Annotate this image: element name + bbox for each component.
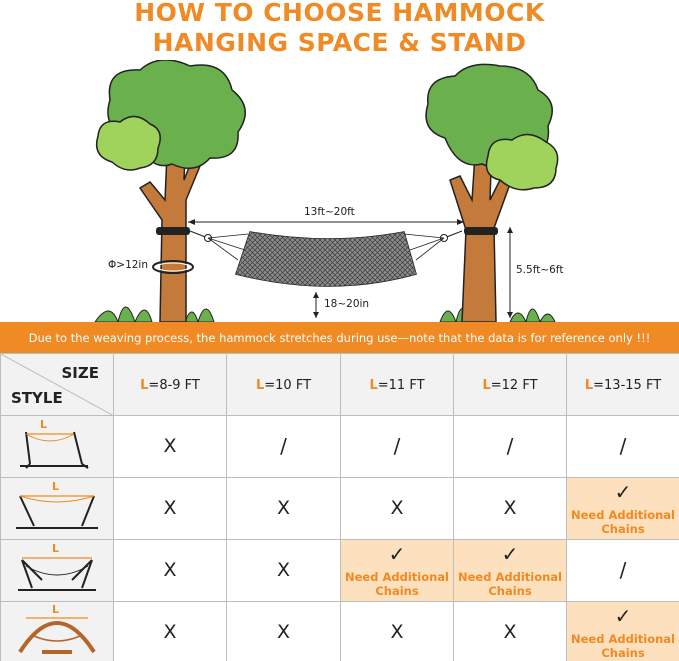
table-cell bbox=[227, 478, 341, 540]
mark: / bbox=[619, 433, 627, 458]
style-heading: STYLE bbox=[11, 389, 63, 407]
table-cell bbox=[114, 540, 227, 602]
size-style-corner bbox=[1, 354, 114, 416]
table-cell bbox=[454, 540, 567, 602]
height-dimension bbox=[507, 227, 513, 318]
stand-length-mark: L bbox=[52, 603, 60, 616]
table-cell bbox=[227, 540, 341, 602]
column-header bbox=[227, 354, 341, 416]
mark: X bbox=[503, 496, 517, 519]
table-cell bbox=[341, 540, 454, 602]
hang-height-label: 5.5ft~6ft bbox=[516, 264, 564, 276]
tree-diameter-label: Φ>12in bbox=[108, 259, 148, 271]
ground-clearance-label: 18~20in bbox=[324, 298, 370, 310]
right-tree bbox=[426, 64, 558, 322]
wooden-arc-stand-icon bbox=[12, 602, 102, 658]
long-steel-stand-icon bbox=[12, 478, 102, 534]
table-cell bbox=[567, 602, 679, 661]
stretch-notice-banner: Due to the weaving process, the hammock stretches during use—note that the data is for reference only !!! bbox=[0, 322, 679, 353]
table-cell bbox=[567, 540, 679, 602]
mark: X bbox=[390, 496, 404, 519]
length-prefix: L bbox=[482, 377, 491, 393]
check-icon: ✓ bbox=[614, 479, 632, 504]
column-header bbox=[454, 354, 567, 416]
additional-chains-note: Need Additional Chains bbox=[571, 507, 675, 536]
table-row bbox=[1, 478, 679, 540]
column-header-label: =8-9 FT bbox=[148, 377, 200, 393]
mark: X bbox=[276, 558, 291, 581]
check-icon: ✓ bbox=[501, 541, 519, 566]
clearance-dimension bbox=[313, 292, 319, 318]
column-header-label: =11 FT bbox=[377, 377, 425, 393]
title-line-2: HANGING SPACE & STAND bbox=[152, 28, 527, 57]
stand-length-mark: L bbox=[52, 542, 60, 555]
mark: X bbox=[276, 496, 291, 519]
table-row bbox=[1, 540, 679, 602]
table-header-row bbox=[1, 354, 679, 416]
column-header-label: =13-15 FT bbox=[593, 377, 662, 393]
column-header bbox=[114, 354, 227, 416]
table-cell bbox=[227, 416, 341, 478]
span-dimension bbox=[188, 219, 464, 225]
column-header bbox=[567, 354, 679, 416]
mark: X bbox=[276, 620, 291, 643]
hammock bbox=[190, 231, 462, 286]
column-header-label: =12 FT bbox=[490, 377, 538, 393]
left-tree bbox=[97, 60, 246, 322]
length-prefix: L bbox=[584, 377, 594, 393]
size-heading: SIZE bbox=[61, 364, 99, 382]
table-cell bbox=[341, 602, 454, 661]
table-cell bbox=[227, 602, 341, 661]
mark: X bbox=[163, 558, 177, 581]
stand-style-3 bbox=[1, 540, 114, 602]
additional-chains-note: Need Additional Chains bbox=[345, 569, 449, 598]
title-line-1: HOW TO CHOOSE HAMMOCK bbox=[134, 0, 545, 27]
stand-style-2 bbox=[1, 478, 114, 540]
table-cell bbox=[567, 478, 679, 540]
steel-stand-icon bbox=[12, 416, 102, 472]
stand-length-mark: L bbox=[40, 418, 48, 431]
table-cell bbox=[454, 602, 567, 661]
table-cell bbox=[454, 478, 567, 540]
table-cell bbox=[341, 478, 454, 540]
stand-style-4 bbox=[1, 602, 114, 661]
table-cell bbox=[114, 602, 227, 661]
column-header bbox=[341, 354, 454, 416]
size-style-table bbox=[0, 353, 679, 661]
table-row bbox=[1, 416, 679, 478]
check-icon: ✓ bbox=[614, 603, 632, 628]
table-cell bbox=[567, 416, 679, 478]
mark: / bbox=[280, 433, 287, 458]
stand-length-mark: L bbox=[52, 480, 60, 493]
mark: / bbox=[619, 557, 627, 582]
table-cell bbox=[341, 416, 454, 478]
length-prefix: L bbox=[369, 377, 378, 393]
mark: X bbox=[163, 620, 177, 643]
frame-stand-icon bbox=[12, 540, 102, 596]
mark: / bbox=[506, 433, 514, 458]
mark: X bbox=[163, 496, 177, 519]
span-label: 13ft~20ft bbox=[304, 206, 355, 218]
table-cell bbox=[114, 416, 227, 478]
additional-chains-note: Need Additional Chains bbox=[571, 631, 675, 660]
trees-and-hammock-illustration bbox=[0, 60, 679, 322]
stand-style-1 bbox=[1, 416, 114, 478]
mark: / bbox=[393, 433, 401, 458]
check-icon: ✓ bbox=[388, 541, 406, 566]
mark: X bbox=[390, 620, 404, 643]
table-cell bbox=[114, 478, 227, 540]
table-row bbox=[1, 602, 679, 661]
additional-chains-note: Need Additional Chains bbox=[458, 569, 562, 598]
length-prefix: L bbox=[255, 377, 265, 393]
mark: X bbox=[503, 620, 517, 643]
hammock-tree-diagram bbox=[0, 60, 679, 322]
mark: X bbox=[163, 434, 177, 457]
column-header-label: =10 FT bbox=[264, 377, 312, 393]
table-cell bbox=[454, 416, 567, 478]
length-prefix: L bbox=[140, 377, 149, 393]
